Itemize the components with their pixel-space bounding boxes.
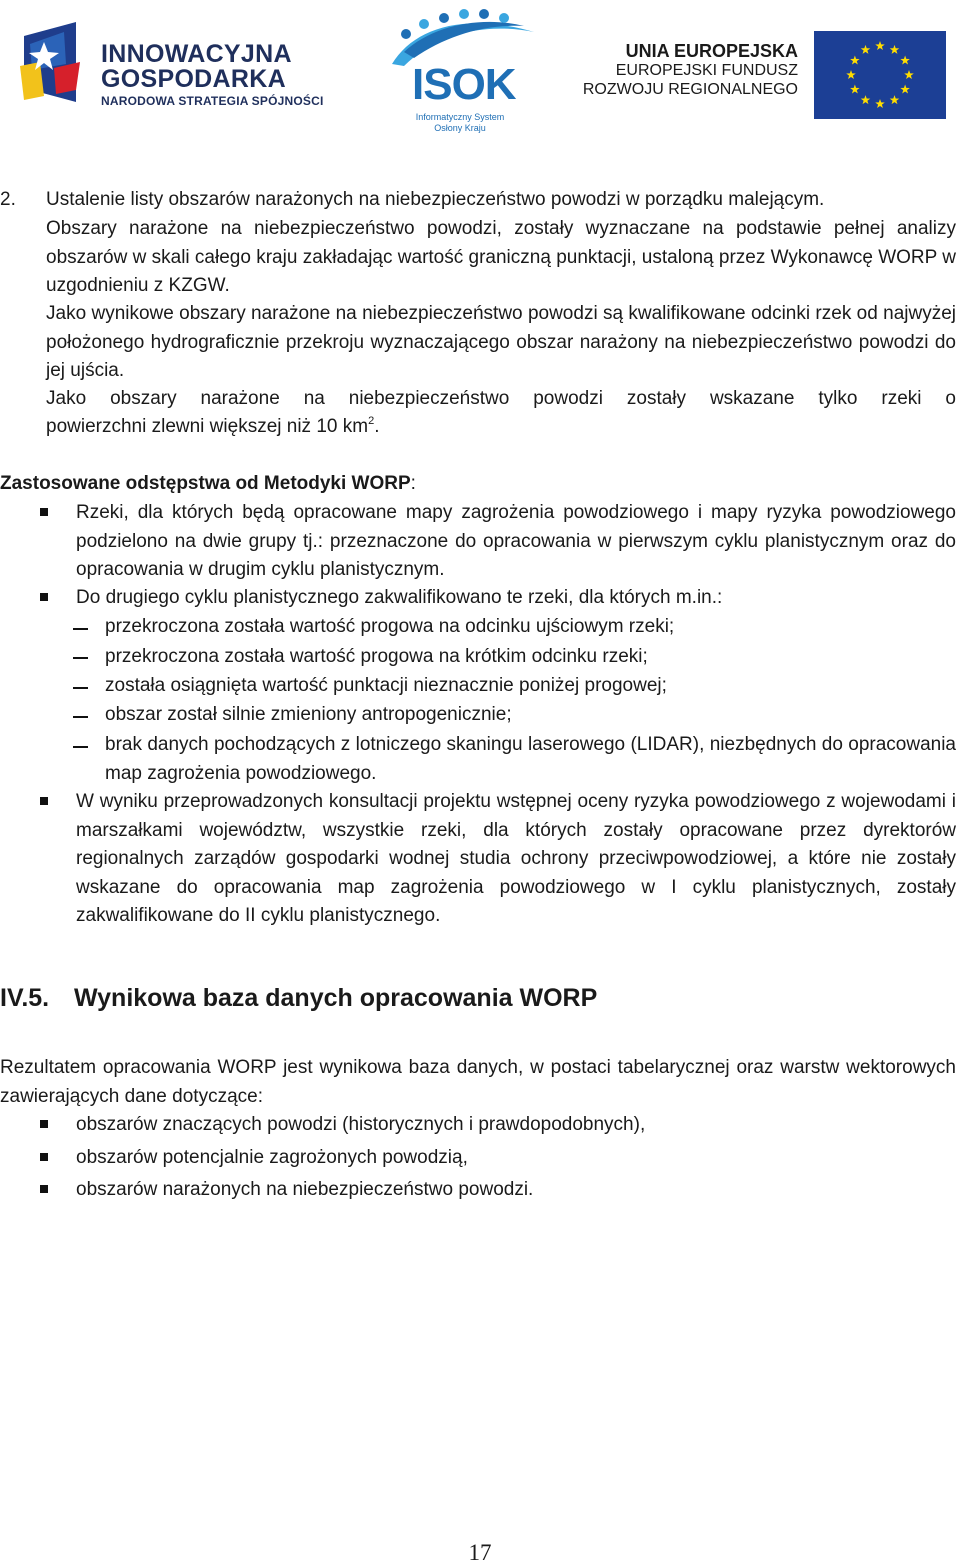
- square-bullet-icon: [40, 1153, 48, 1161]
- square-bullet-icon: [40, 1120, 48, 1128]
- ue-line2: EUROPEJSKI FUNDUSZ: [615, 62, 798, 79]
- dash-item-4: obszar został silnie zmieniony antropogenicznie;: [105, 704, 512, 725]
- unia-europejska-wordmark: [560, 42, 798, 98]
- area-period: .: [374, 416, 380, 437]
- result-item-3: obszarów narażonych na niebezpieczeństwo powodzi.: [76, 1179, 534, 1200]
- section-title: Wynikowa baza danych opracowania WORP: [74, 984, 598, 1012]
- section-heading-iv5: [0, 984, 597, 1013]
- ig-line3: NARODOWA STRATEGIA SPÓJNOŚCI: [101, 94, 324, 108]
- section2-title: Ustalenie listy obszarów narażonych na niebezpieczeństwo powodzi w porządku malejącym.: [46, 189, 825, 210]
- deviation-bullet1: Rzeki, dla których będą opracowane mapy zagrożenia powodziowego i mapy ryzyka powodziowego podzielono na dwie grupy tj.: przeznaczone do opracowania w pierwszym cyklu planistycznym oraz do opracowania w drugim cyklu planistycznym.: [76, 502, 956, 580]
- area-superscript: 2: [368, 415, 375, 427]
- deviations-heading-colon: :: [410, 473, 416, 494]
- result-item-2: obszarów potencjalnie zagrożonych powodzią,: [76, 1147, 468, 1168]
- page-header: [0, 0, 960, 150]
- dash-bullet-icon: [73, 657, 88, 659]
- section2-paragraph1: Obszary narażone na niebezpieczeństwo powodzi, zostały wyznaczane na podstawie pełnej analizy obszarów w skali całego kraju zakładając wartość graniczną punktacji, ustaloną przez Wykonawcę WORP w uzgodnieniu z KZGW.: [46, 218, 956, 296]
- innowacyjna-gospodarka-emblem-icon: [14, 18, 94, 118]
- dash-bullet-icon: [73, 746, 88, 748]
- dash-item-1: przekroczona została wartość progowa na odcinku ujściowym rzeki;: [105, 616, 675, 637]
- ue-line3: ROZWOJU REGIONALNEGO: [582, 81, 798, 98]
- ig-line1: INNOWACYJNA: [101, 40, 292, 68]
- page-number: 17: [468, 1540, 492, 1565]
- isok-subtitle-line2: Osłony Kraju: [434, 123, 486, 133]
- innowacyjna-gospodarka-wordmark: [101, 42, 324, 107]
- section2-paragraph2: Jako wynikowe obszary narażone na niebezpieczeństwo powodzi są kwalifikowane odcinki rzek od najwyżej położonego hydrograficznie przekroju wyznaczającego obszar narażony na niebezpieczeństwo powodzi do jej ujścia.: [46, 303, 956, 381]
- square-bullet-icon: [40, 508, 48, 516]
- ig-line2: GOSPODARKA: [101, 65, 286, 93]
- isok-logo: [384, 4, 548, 140]
- deviation-bullet2: Do drugiego cyklu planistycznego zakwalifikowano te rzeki, dla których m.in.:: [76, 587, 723, 608]
- deviations-heading: [0, 470, 960, 499]
- square-bullet-icon: [40, 593, 48, 601]
- isok-subtitle-line1: Informatyczny System: [415, 112, 505, 122]
- square-bullet-icon: [40, 797, 48, 805]
- section-iv5-intro: Rezultatem opracowania WORP jest wynikowa baza danych, w postaci tabelarycznej oraz warstw wektorowych zawierających dane dotyczące:: [0, 1057, 956, 1107]
- dash-item-5: brak danych pochodzących z lotniczego skaningu laserowego (LIDAR), niezbędnych do opracowania map zagrożenia powodziowego.: [105, 734, 956, 784]
- square-bullet-icon: [40, 1185, 48, 1193]
- ue-line1: UNIA EUROPEJSKA: [625, 41, 798, 61]
- deviations-heading-bold: Zastosowane odstępstwa od Metodyki WORP: [0, 473, 411, 494]
- deviation-bullet3: W wyniku przeprowadzonych konsultacji projektu wstępnej oceny ryzyka powodziowego z wojewodami i marszałkami województw, wszystkie rzeki, dla których zostały opracowane przez dyrektorów regionalnych zarządów gospodarki wodnej studia ochrony przeciwpowodziowej, a które nie zostały wskazane do opracowania map zagrożenia powodziowego w I cyklu planistycznych, zostały zakwalifikowane do II cyklu planistycznego.: [76, 791, 956, 926]
- dash-item-2: przekroczona została wartość progowa na krótkim odcinku rzeki;: [105, 646, 648, 667]
- isok-subtitle: [410, 112, 510, 134]
- list-number-2: 2.: [0, 189, 16, 210]
- dash-bullet-icon: [73, 628, 88, 630]
- innowacyjna-gospodarka-logo: [14, 18, 334, 118]
- dash-bullet-icon: [73, 716, 88, 718]
- isok-wordmark: ISOK: [412, 60, 516, 109]
- area-text: powierzchni zlewni większej niż 10 km: [46, 416, 369, 437]
- dash-bullet-icon: [73, 687, 88, 689]
- section2-paragraph3-line2: [46, 413, 956, 442]
- dash-item-3: została osiągnięta wartość punktacji nieznacznie poniżej progowej;: [105, 675, 667, 696]
- section-number: IV.5.: [0, 984, 50, 1012]
- eu-flag-icon: [814, 31, 946, 119]
- section2-paragraph3-line1: Jako obszary narażone na niebezpieczeństwo powodzi zostały wskazane tylko rzeki o: [46, 388, 956, 409]
- result-item-1: obszarów znaczących powodzi (historycznych i prawdopodobnych),: [76, 1114, 646, 1135]
